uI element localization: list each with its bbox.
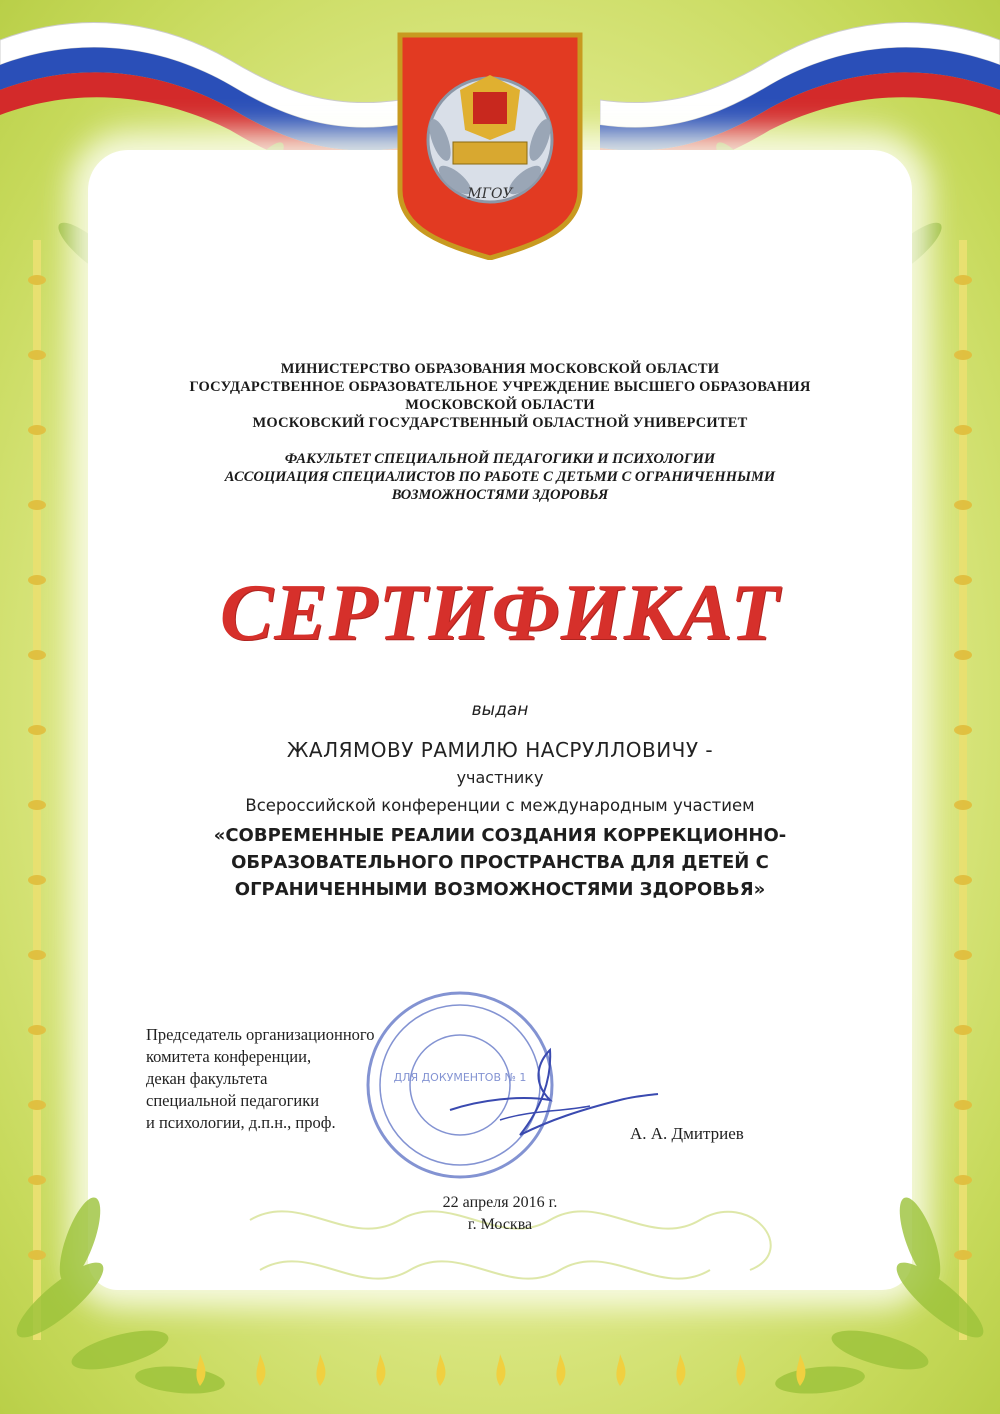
signatory-position <box>146 1024 446 1134</box>
issue-date-block <box>380 1192 620 1236</box>
left-border-ornament-icon <box>22 240 52 1340</box>
position-line: Председатель организационного <box>146 1025 375 1044</box>
ministry-line: ГОСУДАРСТВЕННОЕ ОБРАЗОВАТЕЛЬНОЕ УЧРЕЖДЕНИЕ ВЫСШЕГО ОБРАЗОВАНИЯ <box>189 379 811 395</box>
signatory-name: А. А. Дмитриев <box>630 1124 744 1143</box>
position-line: комитета конференции, <box>146 1047 312 1066</box>
issue-city: г. Москва <box>467 1216 533 1233</box>
university-crest-icon <box>395 30 585 260</box>
right-border-ornament-icon <box>948 240 978 1340</box>
faculty-line: ВОЗМОЖНОСТЯМИ ЗДОРОВЬЯ <box>391 487 609 503</box>
ministry-line: МИНИСТЕРСТВО ОБРАЗОВАНИЯ МОСКОВСКОЙ ОБЛАСТИ <box>280 361 720 377</box>
conference-title-line: ОБРАЗОВАТЕЛЬНОГО ПРОСТРАНСТВА ДЛЯ ДЕТЕЙ С <box>231 852 769 873</box>
certificate-title: СЕРТИФИКАТ <box>219 569 781 657</box>
flame-ornament-strip-icon <box>180 1350 820 1390</box>
ministry-line: МОСКОВСКОЙ ОБЛАСТИ <box>405 397 595 413</box>
faculty-line: ФАКУЛЬТЕТ СПЕЦИАЛЬНОЙ ПЕДАГОГИКИ И ПСИХОЛОГИИ <box>284 451 716 467</box>
issue-date: 22 апреля 2016 г. <box>442 1194 558 1211</box>
faculty-line: АССОЦИАЦИЯ СПЕЦИАЛИСТОВ ПО РАБОТЕ С ДЕТЬМИ С ОГРАНИЧЕННЫМИ <box>224 469 776 485</box>
position-line: специальной педагогики <box>146 1091 320 1110</box>
conference-title-line: ОГРАНИЧЕННЫМИ ВОЗМОЖНОСТЯМИ ЗДОРОВЬЯ» <box>234 879 766 900</box>
crest-label: МГОУ <box>467 186 513 202</box>
ministry-line: МОСКОВСКИЙ ГОСУДАРСТВЕННЫЙ ОБЛАСТНОЙ УНИВЕРСИТЕТ <box>252 415 748 431</box>
conference-title-line: «СОВРЕМЕННЫЕ РЕАЛИИ СОЗДАНИЯ КОРРЕКЦИОННО- <box>213 825 787 846</box>
recipient-name: ЖАЛЯМОВУ РАМИЛЮ НАСРУЛЛОВИЧУ - <box>286 738 714 762</box>
stamp-text: ДЛЯ ДОКУМЕНТОВ № 1 <box>393 1071 527 1084</box>
handwritten-signature-icon <box>440 1040 660 1150</box>
faculty-header <box>120 450 880 504</box>
ministry-header <box>120 360 880 432</box>
position-line: и психологии, д.п.н., проф. <box>146 1113 336 1132</box>
conference-intro: Всероссийской конференции с международным участием <box>245 796 755 815</box>
position-line: декан факультета <box>146 1069 268 1088</box>
recipient-role: участнику <box>456 768 544 787</box>
conference-title <box>120 822 880 903</box>
issued-label: выдан <box>471 700 529 720</box>
